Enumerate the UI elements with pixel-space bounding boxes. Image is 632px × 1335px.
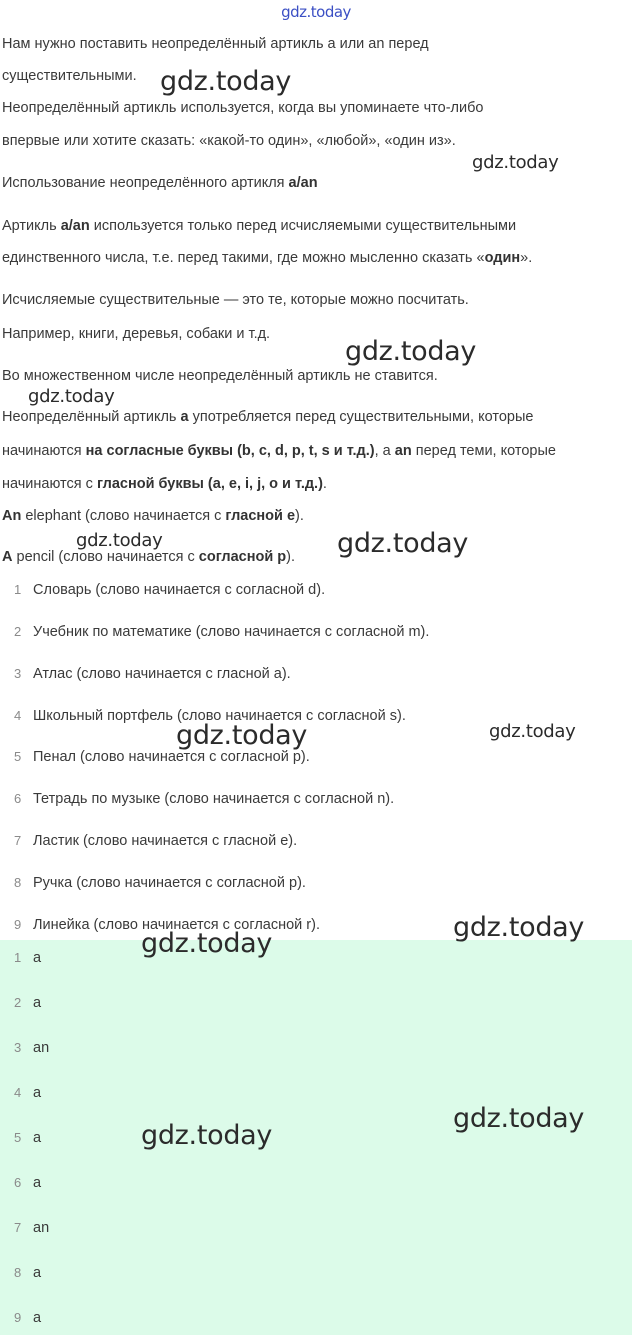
bold-span: a	[180, 409, 189, 425]
list-number: 2	[14, 624, 22, 639]
list-item	[14, 874, 306, 892]
list-text: Учебник по математике (слово начинается с согласной m).	[33, 624, 430, 640]
answer-number: 4	[14, 1085, 22, 1100]
list-number: 6	[14, 791, 22, 806]
answer-panel	[0, 940, 632, 1335]
answer-item	[14, 1129, 41, 1147]
list-number: 4	[14, 708, 22, 723]
list-text: Словарь (слово начинается с согласной d).	[33, 582, 326, 598]
answer-text: an	[33, 1040, 50, 1056]
text-span: начинаются	[2, 443, 86, 459]
paragraph-rule-line1	[2, 217, 516, 235]
paragraph-a-an-line1	[2, 408, 533, 426]
header-watermark: gdz.today	[281, 3, 351, 21]
list-item	[14, 623, 429, 641]
paragraph-a-an-line3	[2, 475, 327, 493]
list-item	[14, 832, 297, 850]
list-text: Школьный портфель (слово начинается с согласной s).	[33, 708, 406, 724]
bold-span: a/an	[60, 218, 90, 234]
text-span: ).	[286, 549, 295, 565]
answer-number: 9	[14, 1310, 22, 1325]
watermark: gdz.today	[76, 530, 163, 551]
paragraph-rule-line2	[2, 249, 532, 267]
text-span: pencil (слово начинается с	[12, 549, 199, 565]
text-span: Артикль	[2, 218, 61, 234]
list-text: Ластик (слово начинается с гласной e).	[33, 833, 298, 849]
bold-span: An	[2, 508, 22, 524]
bold-span: гласной буквы (a, e, i, j, o и т.д.)	[96, 476, 323, 492]
bold-span: an	[394, 443, 412, 459]
list-text: Пенал (слово начинается с согласной p).	[33, 749, 310, 765]
text-span: начинаются с	[2, 476, 97, 492]
watermark: gdz.today	[28, 386, 115, 407]
list-number: 3	[14, 666, 22, 681]
text-span: единственного числа, т.е. перед такими, где можно мысленно сказать «	[2, 250, 485, 266]
text-span: elephant (слово начинается с	[21, 508, 226, 524]
answer-item	[14, 1084, 41, 1102]
answer-text: an	[33, 1220, 50, 1236]
text-span: ).	[295, 508, 304, 524]
bold-span: на согласные буквы (b, c, d, p, t, s и т.д.)	[85, 443, 375, 459]
list-number: 9	[14, 917, 22, 932]
text-span: перед теми, которые	[411, 443, 556, 459]
list-item	[14, 581, 325, 599]
bold-span: A	[2, 549, 13, 565]
section-heading-text: Использование неопределённого артикля	[2, 175, 289, 191]
paragraph-a-an-line2	[2, 442, 556, 460]
text-span: используется только перед исчисляемыми существительными	[89, 218, 517, 234]
answer-item	[14, 1174, 41, 1192]
list-text: Линейка (слово начинается с согласной r).	[33, 917, 320, 933]
list-item	[14, 665, 291, 683]
answer-number: 6	[14, 1175, 22, 1190]
watermark: gdz.today	[337, 528, 469, 559]
answer-item	[14, 1039, 49, 1057]
section-heading-bold: a/an	[288, 175, 318, 191]
answer-text: a	[33, 1265, 42, 1281]
watermark: gdz.today	[472, 152, 559, 173]
paragraph-countable-line2: Например, книги, деревья, собаки и т.д.	[2, 326, 271, 342]
paragraph-plural: Во множественном числе неопределённый артикль не ставится.	[2, 368, 438, 384]
bold-span: согласной p	[198, 549, 287, 565]
text-span: Неопределённый артикль	[2, 409, 181, 425]
text-span: ».	[520, 250, 533, 266]
text-span: , а	[374, 443, 395, 459]
answer-item	[14, 1219, 49, 1237]
list-item	[14, 790, 394, 808]
answer-item	[14, 1309, 41, 1327]
answer-text: a	[33, 1175, 42, 1191]
section-heading	[2, 174, 318, 192]
answer-item	[14, 949, 41, 967]
answer-number: 7	[14, 1220, 22, 1235]
list-number: 5	[14, 749, 22, 764]
text-span: употребляется перед существительными, которые	[188, 409, 534, 425]
paragraph-countable-line1: Исчисляемые существительные — это те, которые можно посчитать.	[2, 292, 469, 308]
bold-span: гласной e	[225, 508, 296, 524]
answer-number: 8	[14, 1265, 22, 1280]
answer-text: a	[33, 995, 42, 1011]
watermark: gdz.today	[453, 912, 585, 943]
watermark: gdz.today	[453, 1103, 585, 1134]
answer-number: 1	[14, 950, 22, 965]
answer-text: a	[33, 1310, 42, 1326]
list-number: 1	[14, 582, 22, 597]
answer-number: 5	[14, 1130, 22, 1145]
example-an	[2, 507, 304, 525]
answer-item	[14, 1264, 41, 1282]
watermark: gdz.today	[141, 1120, 273, 1151]
list-number: 8	[14, 875, 22, 890]
watermark: gdz.today	[176, 720, 308, 751]
answer-text: a	[33, 1085, 42, 1101]
answer-text: a	[33, 950, 42, 966]
watermark: gdz.today	[160, 66, 292, 97]
list-text: Атлас (слово начинается с гласной a).	[33, 666, 291, 682]
answer-text: a	[33, 1130, 42, 1146]
watermark: gdz.today	[141, 928, 273, 959]
paragraph-intro-line1: Нам нужно поставить неопределённый артикль a или an перед	[2, 36, 429, 52]
watermark: gdz.today	[345, 336, 477, 367]
answer-number: 2	[14, 995, 22, 1010]
text-span: .	[322, 476, 327, 492]
list-text: Тетрадь по музыке (слово начинается с согласной n).	[33, 791, 395, 807]
answer-number: 3	[14, 1040, 22, 1055]
paragraph-usage-line2: впервые или хотите сказать: «какой-то один», «любой», «один из».	[2, 133, 456, 149]
watermark: gdz.today	[489, 721, 576, 742]
answer-item	[14, 994, 41, 1012]
list-text: Ручка (слово начинается с согласной p).	[33, 875, 306, 891]
paragraph-intro-line2: существительными.	[2, 68, 137, 84]
paragraph-usage-line1: Неопределённый артикль используется, когда вы упоминаете что-либо	[2, 100, 484, 116]
list-number: 7	[14, 833, 22, 848]
bold-span: один	[484, 250, 521, 266]
